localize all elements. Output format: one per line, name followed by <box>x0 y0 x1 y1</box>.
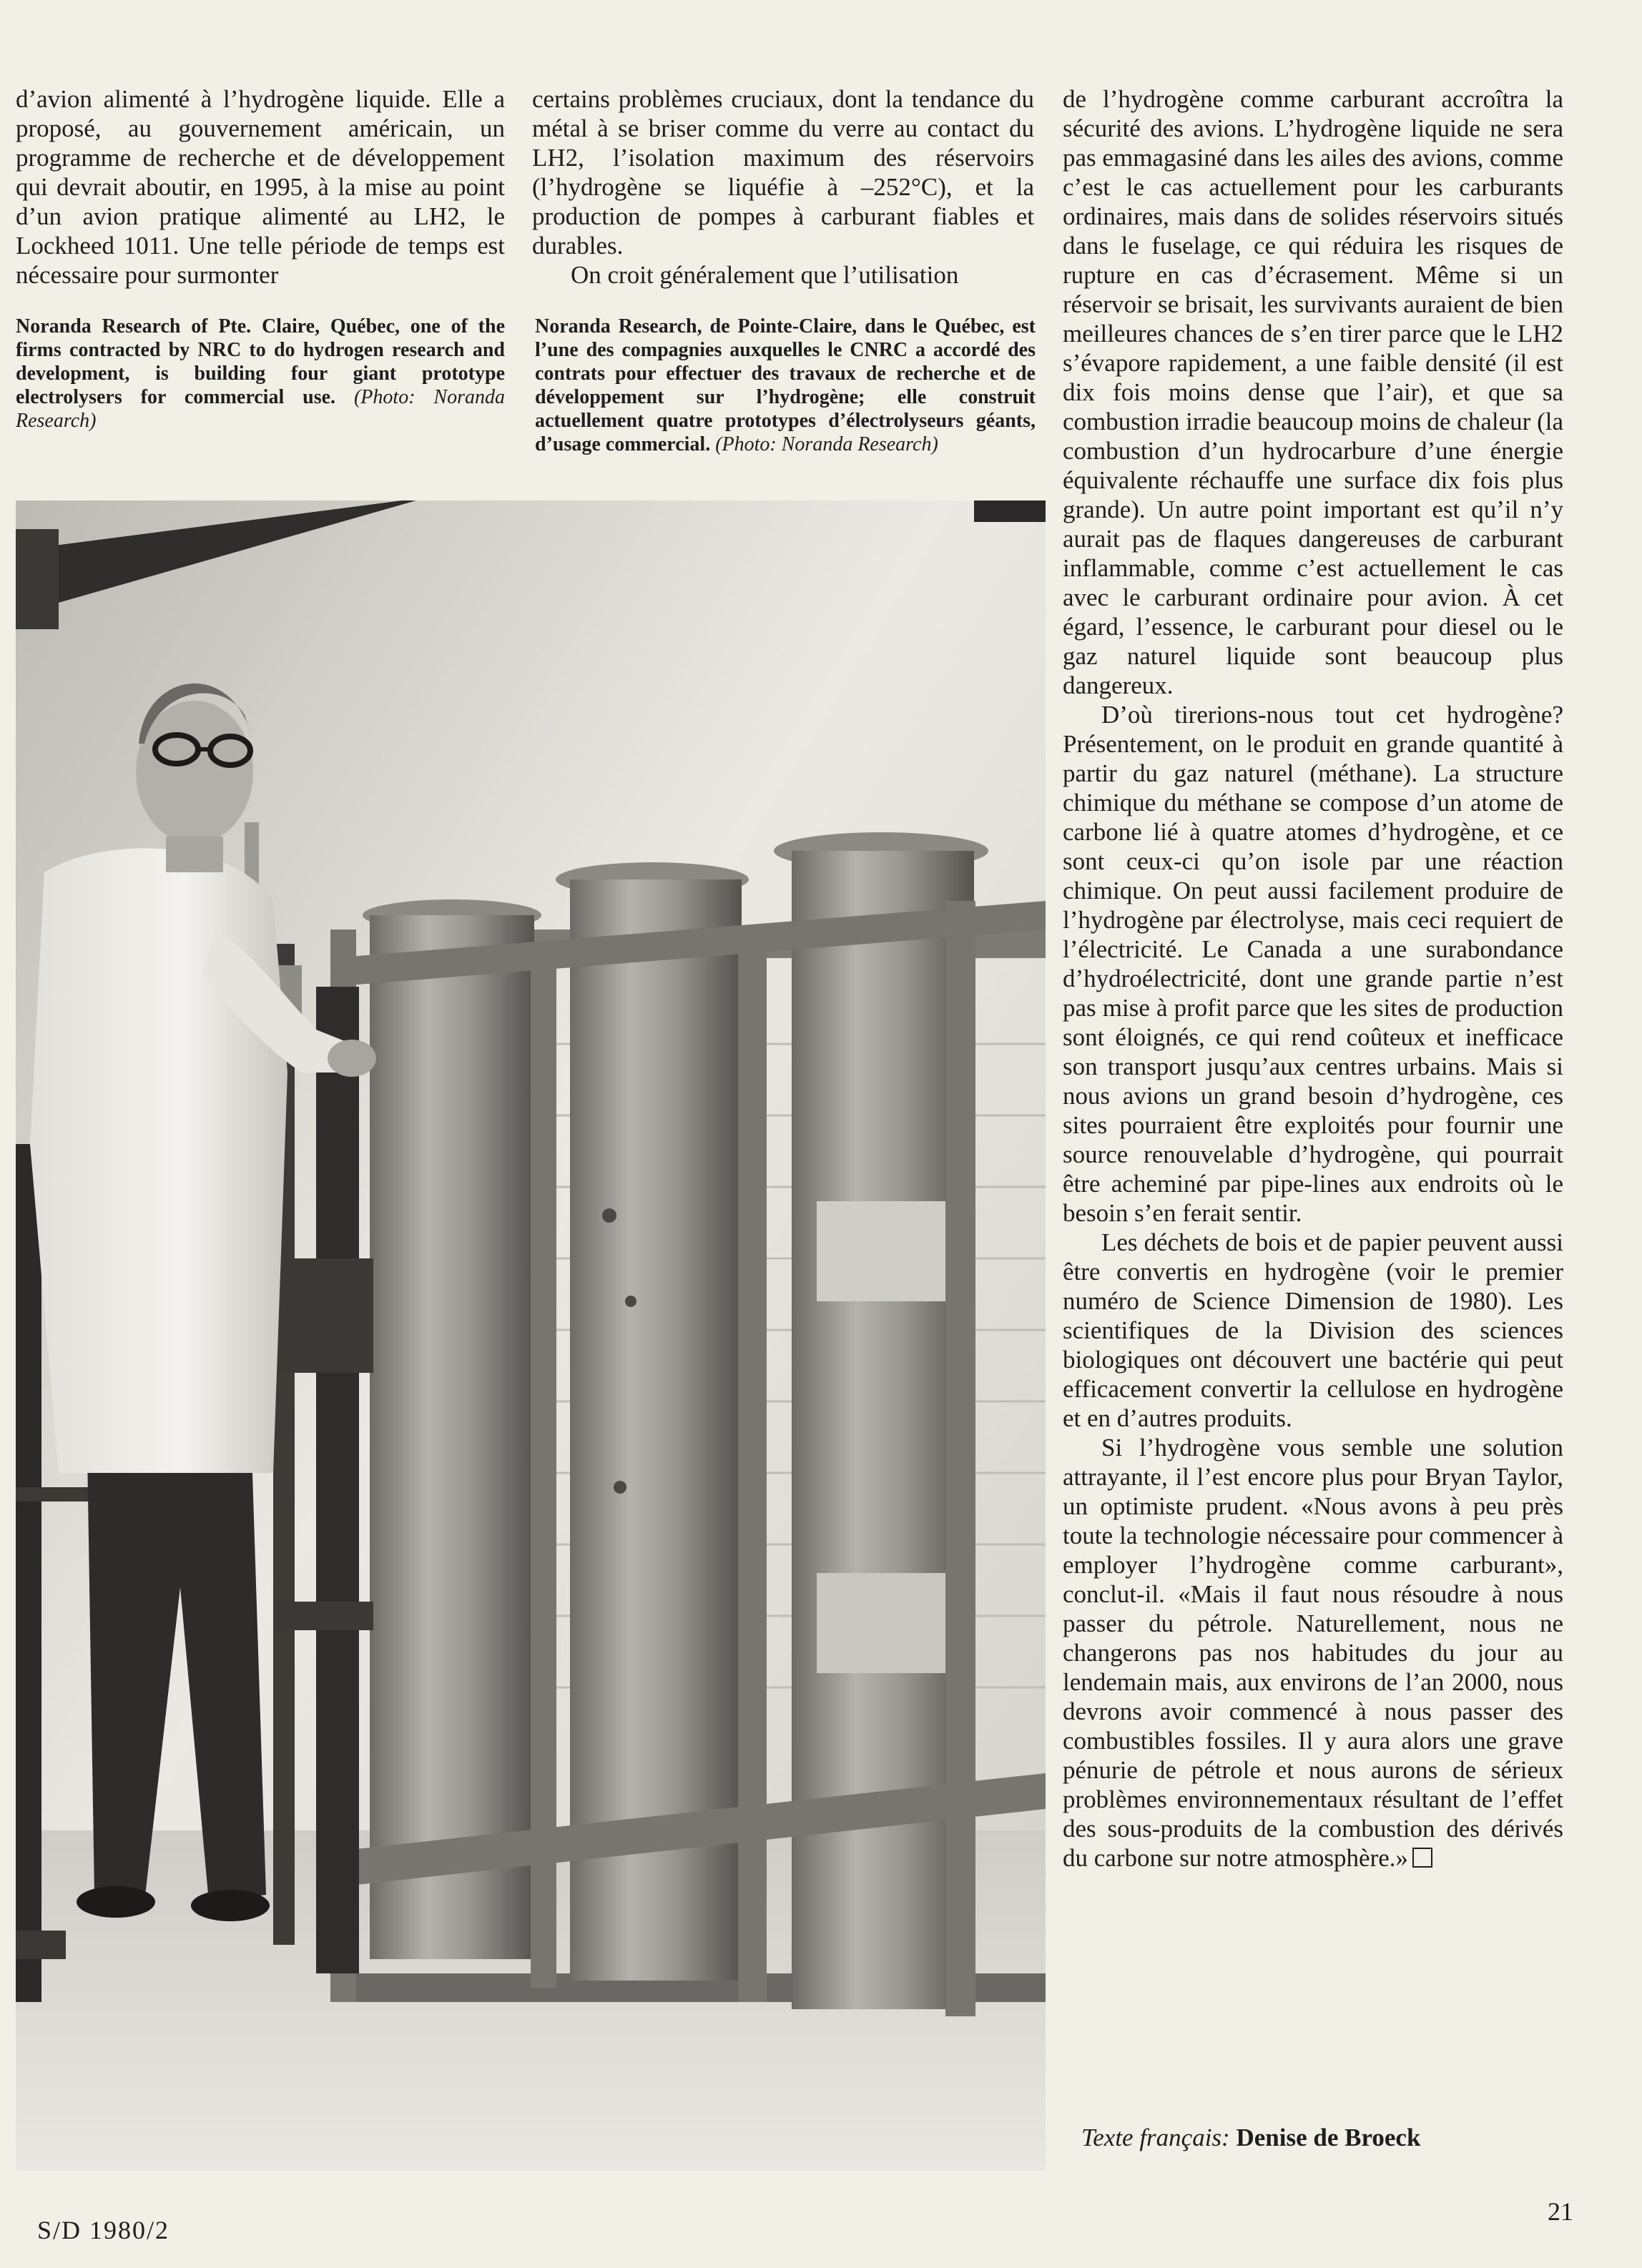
photo-credit: (Photo: Noranda Research) <box>715 433 938 455</box>
translator-credit <box>1081 2124 1525 2152</box>
paragraph: d’avion alimenté à l’hydrogène liquide. Elle a proposé, au gouvernement américain, un programme de recherche et de développement qui devrait aboutir, en 1995, à la mise au point d’un avion pratique alimenté au LH2, le Lockheed 1011. Une telle période de temps est nécessaire pour surmonter <box>16 85 505 289</box>
issue-folio: S/D 1980/2 <box>37 2216 170 2244</box>
column-3-text <box>1063 84 1563 1873</box>
paragraph: Les déchets de bois et de papier peuvent aussi être convertis en hydrogène (voir le premier numéro de Science Dimension de 1980). Les scientifiques de la Division des sciences biologiques ont découvert une bactérie qui peut efficacement convertir la cellulose en hydrogène et en d’autres produits. <box>1063 1228 1563 1432</box>
photo-caption-english <box>16 315 505 433</box>
photo-caption-french <box>535 315 1036 456</box>
paragraph: de l’hydrogène comme carburant accroîtra la sécurité des avions. L’hydrogène liquide ne sera pas emmagasiné dans les ailes des avions, comme c’est le cas actuellement pour les carburants ordinaires, mais dans de solides réservoirs situés dans le fuselage, ce qui réduira les risques de rupture en cas d’écrasement. Même si un réservoir se brisait, les survivants auraient de bien meilleures chances de s’en tirer parce que le LH2 s’évapore rapidement, a une faible densité (il est dix fois moins dense que l’air), et que sa combustion irradie beaucoup moins de chaleur (la combustion d’un hydrocarbure d’une énergie équivalente réchauffe une surface dix fois plus grande). Un autre point important est qu’il n’y aurait pas de flaques dangereuses de carburant inflammable, comme c’est actuellement le cas avec le carburant ordinaire pour avion. À cet égard, l’essence, le carburant pour diesel ou le gaz naturel liquide sont beaucoup plus dangereux. <box>1063 85 1563 699</box>
caption-text: Noranda Research, de Pointe-Claire, dans le Québec, est l’une des compagnies auxquelles le CNRC a accordé des contrats pour effectuer des travaux de recherche et de développement sur l’hydrogène; elle construit actuellement quatre prototypes d’électrolyseurs géants, d’usage commercial. <box>535 315 1036 455</box>
paragraph: On croit généralement que l’utilisation <box>571 261 959 289</box>
paragraph: D’où tirerions-nous tout cet hydrogène? Présentement, on le produit en grande quantité à partir du gaz naturel (méthane). La structure chimique du méthane se compose d’un atome de carbone lié à quatre atomes d’hydrogène, et ce sont ceux-ci qu’on isole par une réaction chimique. On peut aussi facilement produire de l’hydrogène par électrolyse, mais ceci requiert de l’électricité. Le Canada a une surabondance d’hydroélectricité, dont une grande partie n’est pas mise à profit parce que les sites de production sont éloignés, ce qui rend coûteux et inefficace son transport jusqu’aux centres urbains. Mais si nous avions un grand besoin d’hydrogène, ces sites pourraient être exploités pour fournir une source renouvelable d’hydrogène, qui pourrait être acheminé par pipe-lines aux endroits où le besoin s’en ferait sentir. <box>1063 701 1563 1227</box>
page-number: 21 <box>1548 2197 1573 2226</box>
closing-paragraph-text: Si l’hydrogène vous semble une solution attrayante, il l’est encore plus pour Bryan Taylor, un optimiste prudent. «Nous avons à peu près toute la technologie nécessaire pour commencer à employer l’hydrogène comme carburant», conclut-il. «Mais il faut nous résoudre à nous passer du pétrole. Naturellement, nous ne changerons pas nos habitudes du jour au lendemain mais, aux environs de l’an 2000, nous devrons avoir commencé à nous passer des combustibles fossiles. Il y aura alors une grave pénurie de pétrole et nous aurons de sérieux problèmes environnementaux résultant de l’effet des sous-produits de la combustion des dérivés du carbone sur notre atmosphère.» <box>1063 1434 1563 1872</box>
photograph-electrolysers <box>16 501 1046 2171</box>
column-2-text <box>532 84 1034 290</box>
translator-label: Texte français: <box>1081 2124 1230 2151</box>
photo-credit: (Photo: Noranda Research) <box>16 386 506 432</box>
end-of-article-square-icon <box>1412 1848 1432 1868</box>
translator-name: Denise de Broeck <box>1236 2124 1421 2151</box>
column-1-text <box>16 84 505 290</box>
photo-illustration <box>16 501 1046 2171</box>
caption-text: Noranda Research of Pte. Claire, Québec, one of the firms contracted by NRC to do hydrogen research and development, is building four giant prototype electrolysers for commercial use. <box>16 315 505 408</box>
paragraph: certains problèmes cruciaux, dont la tendance du métal à se briser comme du verre au contact du LH2, l’isolation maximum des réservoirs (l’hydrogène se liquéfie à –252°C), et la production de pompes à carburant fiables et durables. <box>532 85 1034 260</box>
paragraph <box>1063 1433 1563 1873</box>
